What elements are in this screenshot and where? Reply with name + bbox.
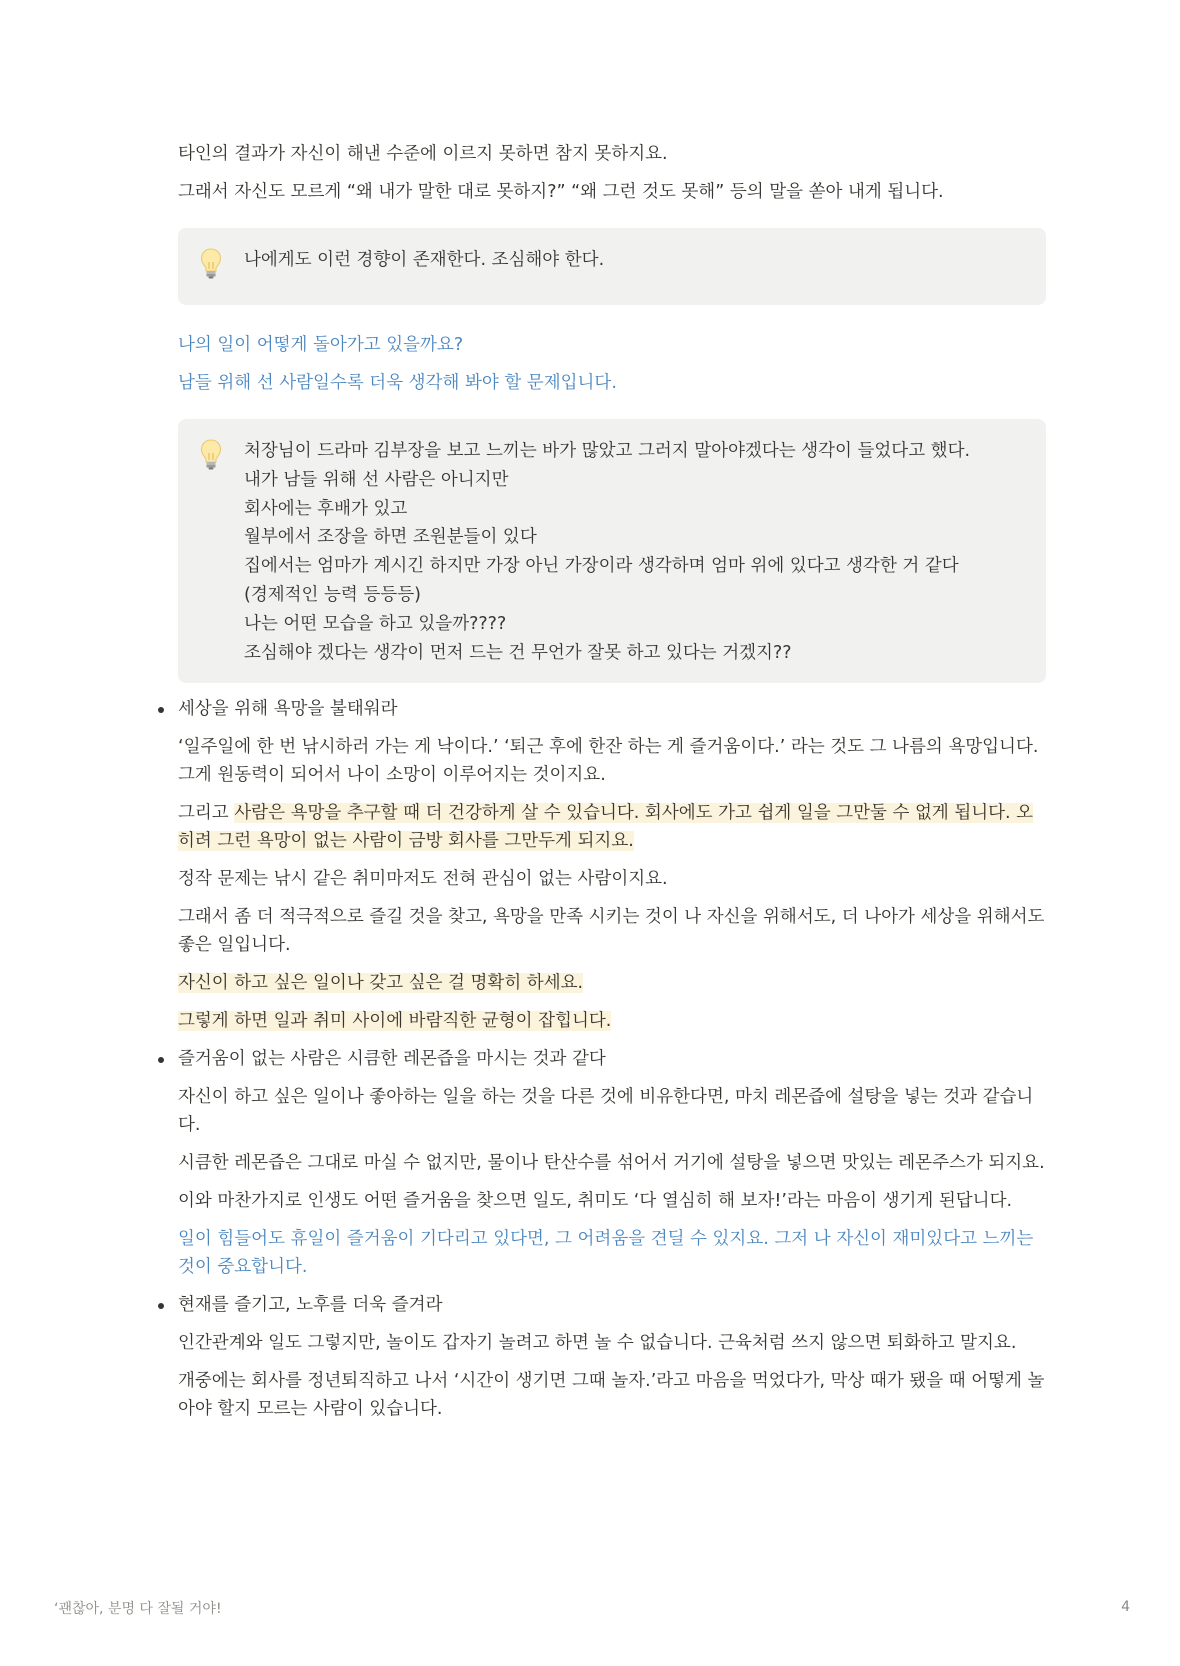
- section-1-paragraph: 그래서 좀 더 적극적으로 즐길 것을 찾고, 욕망을 만족 시키는 것이 나 자신을 위해서도, 더 나아가 세상을 위해서도 좋은 일입니다.: [178, 907, 1045, 956]
- document-body: [178, 140, 1046, 1433]
- section-3-paragraph: 개중에는 회사를 정년퇴직하고 나서 ‘시간이 생기면 그때 놀자.’라고 마음을 먹었다가, 막상 때가 됐을 때 어떻게 놀아야 할지 모르는 사람이 있습니다.: [178, 1371, 1045, 1420]
- section-2-heading: 즐거움이 없는 사람은 시큼한 레몬즙을 마시는 것과 같다: [178, 1049, 606, 1070]
- callout-2-line: 월부에서 조장을 하면 조원분들이 있다: [244, 527, 537, 548]
- lightbulb-icon: [200, 437, 244, 667]
- bullet-dot: [158, 707, 164, 713]
- callout-1: [178, 228, 1046, 305]
- section-1-paragraph: 정작 문제는 낚시 같은 취미마저도 전혀 관심이 없는 사람이지요.: [178, 869, 668, 890]
- bullet-section-2: [178, 1045, 1046, 1073]
- callout-2-line: 처장님이 드라마 김부장을 보고 느끼는 바가 많았고 그러지 말아야겠다는 생각이 들었다고 했다.: [244, 441, 971, 461]
- highlighted-text: 그렇게 하면 일과 취미 사이에 바람직한 균형이 잡힙니다.: [178, 1011, 612, 1032]
- section-1-heading: 세상을 위해 욕망을 불태워라: [178, 699, 398, 720]
- section-1-paragraph-highlighted: [178, 799, 1046, 855]
- bullet-section-3: [178, 1291, 1046, 1319]
- section-2-paragraph: 자신이 하고 싶은 일이나 좋아하는 일을 하는 것을 다른 것에 비유한다면, 마치 레몬즙에 설탕을 넣는 것과 같습니다.: [178, 1087, 1034, 1136]
- plain-text: 그리고: [178, 803, 235, 824]
- intro-paragraph-2: 그래서 자신도 모르게 “왜 내가 말한 대로 못하지?” “왜 그런 것도 못해” 등의 말을 쏟아 내게 됩니다.: [178, 182, 944, 202]
- intro-paragraph-1: 타인의 결과가 자신이 해낸 수준에 이르지 못하면 참지 못하지요.: [178, 144, 668, 164]
- footer-title: ‘괜찮아, 분명 다 잘될 거야!: [54, 1601, 222, 1617]
- highlighted-text: 자신이 하고 싶은 일이나 갖고 싶은 걸 명확히 하세요.: [178, 973, 584, 994]
- callout-2-line: 나는 어떤 모습을 하고 있을까????: [244, 613, 507, 634]
- callout-2-line: (경제적인 능력 등등등): [244, 584, 421, 605]
- section-1-paragraph-highlighted: [178, 1007, 1046, 1035]
- bullet-section-1: [178, 695, 1046, 723]
- page-number: 4: [1121, 1599, 1130, 1615]
- bullet-dot: [158, 1303, 164, 1309]
- callout-2-line: 회사에는 후배가 있고: [244, 498, 408, 519]
- highlighted-text: 사람은 욕망을 추구할 때 더 건강하게 살 수 있습니다. 회사에도 가고 쉽게 일을 그만둘 수 없게 됩니다. 오히려 그런 욕망이 없는 사람이 금방 회사를 그만두게 되지요.: [178, 803, 1034, 852]
- lightbulb-icon: [200, 246, 244, 289]
- section-2-paragraph: 시큼한 레몬즙은 그대로 마실 수 없지만, 물이나 탄산수를 섞어서 거기에 설탕을 넣으면 맛있는 레몬주스가 되지요.: [178, 1153, 1045, 1174]
- callout-2-line: 내가 남들 위해 선 사람은 아니지만: [244, 469, 509, 490]
- section-1-paragraph-highlighted: [178, 969, 1046, 997]
- section-3-heading: 현재를 즐기고, 노후를 더욱 즐겨라: [178, 1295, 443, 1316]
- section-3-paragraph: 인간관계와 일도 그렇지만, 놀이도 갑자기 놀려고 하면 놀 수 없습니다. 근육처럼 쓰지 않으면 퇴화하고 말지요.: [178, 1333, 1017, 1354]
- blue-line-1: 나의 일이 어떻게 돌아가고 있을까요?: [178, 335, 464, 355]
- callout-2-body: [244, 437, 1026, 667]
- callout-2: [178, 419, 1046, 683]
- callout-1-text: 나에게도 이런 경향이 존재한다. 조심해야 한다.: [244, 250, 605, 270]
- blue-line-2: 남들 위해 선 사람일수록 더욱 생각해 봐야 할 문제입니다.: [178, 373, 617, 393]
- section-2-paragraph: 이와 마찬가지로 인생도 어떤 즐거움을 찾으면 일도, 취미도 ‘다 열심히 해 보자!’라는 마음이 생기게 된답니다.: [178, 1191, 1013, 1212]
- bullet-dot: [158, 1057, 164, 1063]
- section-1-paragraph: ‘일주일에 한 번 낚시하러 가는 게 낙이다.’ ‘퇴근 후에 한잔 하는 게 즐거움이다.’ 라는 것도 그 나름의 욕망입니다. 그게 원동력이 되어서 나이 소망이 이루어지는 것이지요.: [178, 737, 1039, 786]
- callout-2-line: 조심해야 겠다는 생각이 먼저 드는 건 무언가 잘못 하고 있다는 거겠지??: [244, 642, 792, 663]
- section-2-paragraph-blue: 일이 힘들어도 휴일이 즐거움이 기다리고 있다면, 그 어려움을 견딜 수 있지요. 그저 나 자신이 재미있다고 느끼는 것이 중요합니다.: [178, 1229, 1034, 1278]
- callout-2-line: 집에서는 엄마가 계시긴 하지만 가장 아닌 가장이라 생각하며 엄마 위에 있다고 생각한 거 같다: [244, 556, 959, 577]
